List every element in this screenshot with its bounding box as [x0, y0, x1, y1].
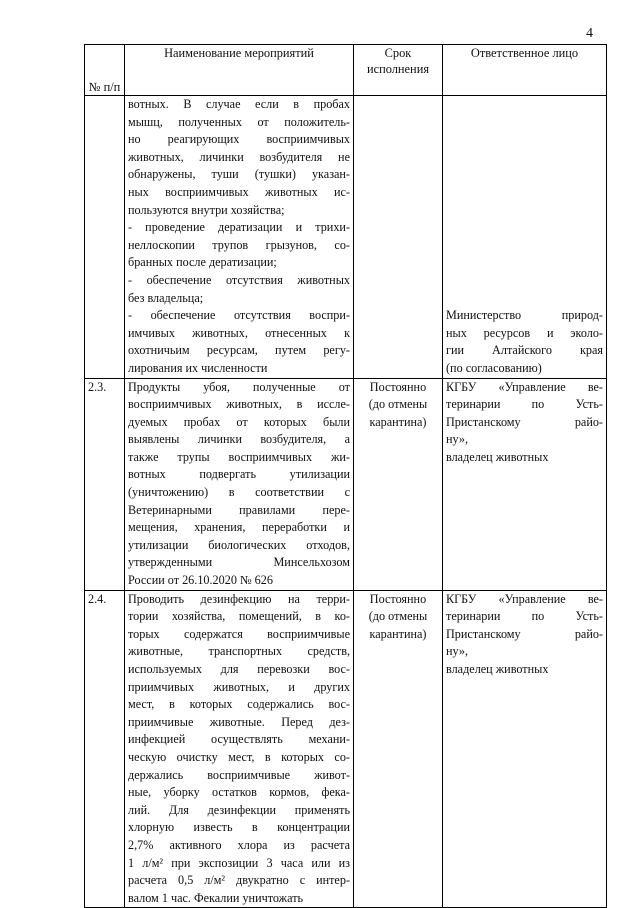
measure-text-line: пользуются внутри хозяйства; [128, 202, 285, 217]
measure-text-line: выявлены личинки возбудителя, а [128, 432, 350, 447]
responsible-text-line: КГБУ «Управление ве- [446, 591, 603, 606]
row-term [354, 378, 443, 590]
measure-text-line: тории хозяйства, помещений, в ко- [128, 609, 350, 624]
row-num: 2.3. [85, 378, 125, 590]
responsible-text-line: (по согласованию) [446, 360, 542, 375]
header-name: Наименование мероприятий [125, 45, 354, 96]
measure-text-line: имчивых животных, отнесенных к [128, 325, 350, 340]
measure-text-line: ных восприимчивых животных ис- [128, 184, 350, 199]
measure-text-line: 1 л/м² при экспозиции 3 часа или из [128, 855, 350, 870]
measure-text-line: дуемых пробах от которых были [128, 414, 350, 429]
measure-text-line: ные, уборку остатков кормов, фека- [128, 785, 350, 800]
measure-text-line: мещения, хранения, переработки и [128, 520, 350, 535]
measure-text-line: животных, личинки возбудителя не [128, 149, 350, 164]
responsible-text-line: теринарии по Усть- [446, 609, 603, 624]
responsible-text-line: владелец животных [446, 662, 549, 676]
measure-text-line: но реагирующих восприимчивых [128, 132, 350, 147]
header-responsible: Ответственное лицо [443, 45, 607, 96]
responsible-text-line: КГБУ «Управление ве- [446, 379, 603, 394]
measure-text-line: - обеспечение отсутствия животных [128, 272, 350, 287]
measure-text-line: вотных подвергать утилизации [128, 467, 350, 482]
measure-text-line: приимчивые животные. Перед дез- [128, 714, 350, 729]
row-term [354, 96, 443, 379]
measure-text-line: ческую очистку мест, в которых со- [128, 749, 350, 764]
measure-text-line: Проводить дезинфекцию на терри- [128, 591, 350, 606]
measure-text-line: также трупы восприимчивых жи- [128, 449, 350, 464]
measure-text-line: мест, в которых содержались вос- [128, 697, 350, 712]
responsible-text-line: гии Алтайского края [446, 343, 603, 358]
measure-text-line: восприимчивых животных, в иссле- [128, 397, 350, 412]
measure-text-line: используемых для перевозки вос- [128, 662, 350, 676]
term-text-line: Постоянно [369, 379, 427, 394]
responsible-text-line: Пристанскому райо- [446, 626, 603, 641]
row-responsible [443, 590, 607, 908]
row-measure [125, 96, 354, 379]
measure-text-line: - обеспечение отсутствия воспри- [128, 308, 350, 323]
responsible-text-line: владелец животных [446, 449, 549, 464]
measure-text-line: держались восприимчивые живот- [128, 767, 350, 782]
table-row [85, 378, 607, 590]
measure-text-line: вотных. В случае если в пробах [128, 97, 350, 111]
measure-text-line: расчета 0,5 л/м² двукратно с интер- [128, 873, 350, 888]
measure-text-line: торых содержатся восприимчивые [128, 626, 350, 641]
measure-text-line: лирования их численности [128, 360, 268, 375]
header-num: № п/п [85, 45, 125, 96]
row-num [85, 96, 125, 379]
measure-text-line: инфекцией осуществлять механи- [128, 732, 350, 747]
measure-text-line: утилизации биологических отходов, [128, 537, 350, 552]
measure-text-line: хлорную известь в концентрации [128, 820, 350, 835]
measure-text-line: Ветеринарными правилами пере- [128, 502, 350, 517]
measure-text-line: бранных после дератизации; [128, 255, 277, 270]
measure-text-line: лий. Для дезинфекции применять [128, 802, 350, 817]
page-number: 4 [586, 26, 593, 41]
responsible-text-line: Пристанскому райо- [446, 414, 603, 429]
responsible-text-line: ных ресурсов и эколо- [446, 325, 603, 340]
responsible-text-line: теринарии по Усть- [446, 397, 603, 412]
measure-text-line: неллоскопии трупов грызунов, со- [128, 237, 350, 252]
measure-text-line: животные, транспортных средств, [128, 644, 350, 659]
row-responsible [443, 378, 607, 590]
measure-text-line: утвержденными Минсельхозом [128, 555, 350, 570]
table-header-row [85, 45, 607, 96]
measure-text-line: Продукты убоя, полученные от [128, 379, 350, 394]
term-text-line: (до отмены [368, 609, 428, 624]
measure-text-line: валом 1 час. Фекалии уничтожать [128, 890, 304, 905]
table-row [85, 590, 607, 908]
term-text-line: (до отмены [368, 397, 428, 412]
measure-text-line: 2,7% активного хлора из расчета [128, 837, 350, 852]
responsible-text-line: Министерство природ- [446, 308, 603, 323]
row-term [354, 590, 443, 908]
row-num: 2.4. [85, 590, 125, 908]
term-text-line: карантина) [369, 414, 427, 429]
measure-text-line: (уничтожению) в соответствии с [128, 485, 350, 500]
table-row [85, 96, 607, 379]
measure-text-line: без владельца; [128, 290, 204, 305]
measure-text-line: России от 26.10.2020 № 626 [128, 573, 273, 588]
measure-text-line: мышц, полученных от положитель- [128, 114, 350, 129]
row-measure [125, 378, 354, 590]
term-text-line: карантина) [369, 626, 427, 641]
responsible-text-line: ну», [446, 432, 469, 447]
measure-text-line: приимчивых животных, и других [128, 679, 350, 694]
measure-text-line: - проведение дератизации и трихи- [128, 220, 350, 235]
responsible-text-line: ну», [446, 644, 469, 659]
header-term: Срок исполнения [354, 45, 443, 96]
measures-table [84, 44, 607, 908]
row-measure [125, 590, 354, 908]
term-text-line: Постоянно [369, 591, 427, 606]
measure-text-line: охотничьим ресурсам, путем регу- [128, 343, 350, 358]
row-responsible [443, 96, 607, 379]
measure-text-line: обнаружены, туши (тушки) указан- [128, 167, 350, 182]
